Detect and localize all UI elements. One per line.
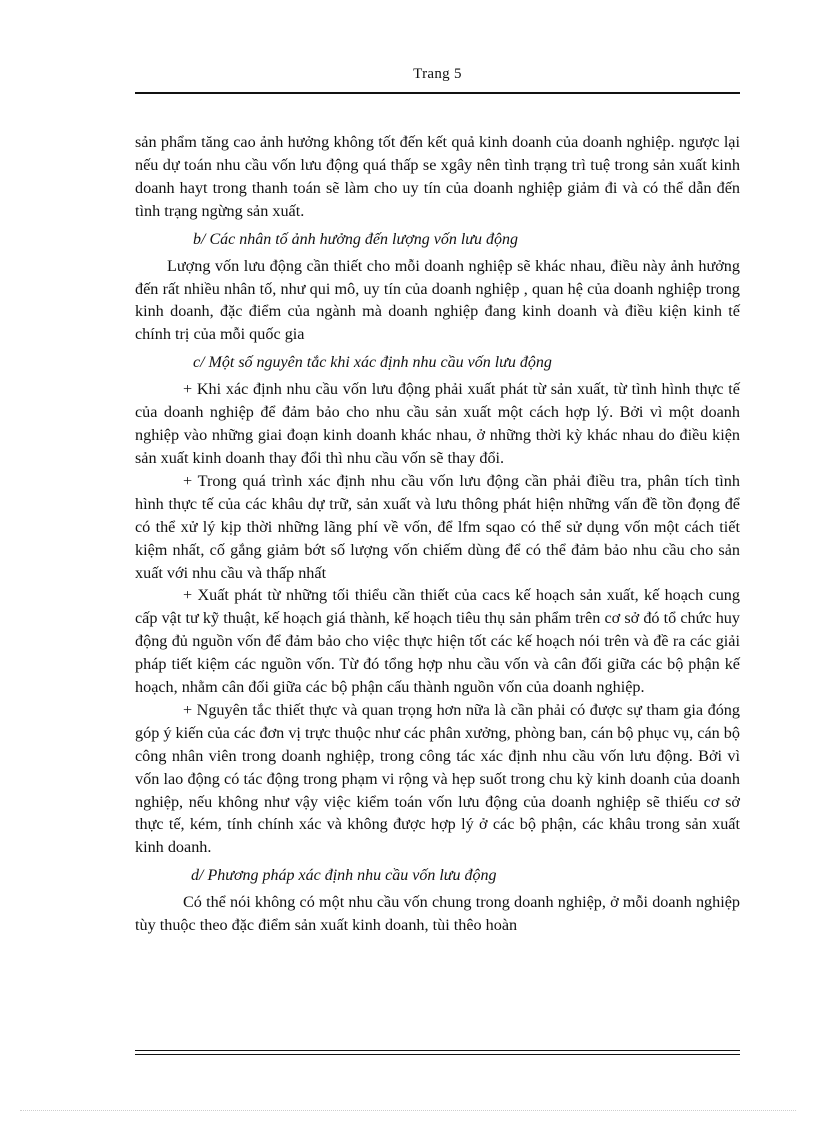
paragraph-3: + Khi xác định nhu cầu vốn lưu động phải xuất phát từ sản xuất, từ tình hình thực tế của doanh nghiệp để đảm bảo cho nhu cầu sản xuất một cách hợp lý. Bởi vì một doanh nghiệp vào những giai đoạn kinh doanh khác nhau, ở những thời kỳ khác nhau do điều kiện sản xuất kinh doanh thay đổi thì nhu cầu vốn sẽ thay đổi. [135, 380, 740, 467]
section-heading-d: d/ Phương pháp xác định nhu cầu vốn lưu động [191, 867, 497, 885]
paragraph-5: + Xuất phát từ những tối thiểu cần thiết của cacs kế hoạch sản xuất, kế hoạch cung cấp vật tư kỹ thuật, kế hoạch giá thành, kế hoạch tiêu thụ sản phẩm trên cơ sở đó tổ chức huy động đủ nguồn vốn để đảm bảo cho việc thực hiện tốt các kế hoạch nói trên và đề ra các giải pháp tiết kiệm các nguồn vốn. Từ đó tổng hợp nhu cầu vốn và cân đối giữa các bộ phận kế hoạch, nhằm cân đối giữa các bộ phận cấu thành nguồn vốn của doanh nghiệp. [135, 586, 740, 697]
document-body [135, 131, 740, 937]
header-rule [135, 92, 740, 94]
footer-rule-top [135, 1050, 740, 1051]
section-heading-b: b/ Các nhân tố ảnh hưởng đến lượng vốn lưu động [193, 230, 519, 248]
paragraph-2: Lượng vốn lưu động cần thiết cho mỗi doanh nghiệp sẽ khác nhau, điều này ảnh hưởng đến rất nhiều nhân tố, như qui mô, uy tín của doanh nghiệp , quan hệ của doanh nghiệp trong kinh doanh, đặc điểm của ngành mà doanh nghiệp đang kinh doanh và điều kiện kinh tế chính trị của mỗi quốc gia [135, 256, 740, 344]
paragraph-4: + Trong quá trình xác định nhu cầu vốn lưu động cần phải điều tra, phân tích tình hình thực tế của các khâu dự trữ, sản xuất và lưu thông phát hiện những vấn đề tồn đọng để có thể xử lý kịp thời những lãng phí về vốn, để lfm sqao có thể sử dụng vốn một cách tiết kiệm nhất, cố gắng giảm bớt số lượng vốn chiếm dùng để có thể đảm bảo nhu cầu cho sản xuất với nhu cầu và thấp nhất [135, 471, 740, 582]
paragraph-7: Có thể nói không có một nhu cầu vốn chung trong doanh nghiệp, ở mỗi doanh nghiệp tùy thuộc theo đặc điểm sản xuất kinh doanh, tùi thêo hoàn [135, 893, 740, 935]
paragraph-1: sản phẩm tăng cao ảnh hưởng không tốt đến kết quả kinh doanh của doanh nghiệp. ngược lại nếu dự toán nhu cầu vốn lưu động quá thấp se xgây nên tình trạng trì tuệ trong sản xuất kinh doanh hayt trong thanh toán sẽ làm cho uy tín của doanh nghiệp giảm đi và có thể dẫn đến tình trạng ngừng sản xuất. [135, 133, 740, 220]
footer-rule-bottom [135, 1054, 740, 1055]
page-edge-dotted-line [20, 1110, 796, 1111]
page-header: Trang 5 [413, 66, 462, 82]
paragraph-6: + Nguyên tắc thiết thực và quan trọng hơn nữa là cần phải có được sự tham gia đóng góp ý kiến của các đơn vị trực thuộc như các phân xưởng, phòng ban, cán bộ phục vụ, cán bộ công nhân viên trong doanh nghiệp, trong công tác xác định nhu cầu vốn lưu động. Bởi vì vốn lao động có tác động trong phạm vi rộng và hẹp suốt trong chu kỳ kinh doanh của doanh nghiệp, nếu không như vậy việc kiểm toán vốn lưu động của doanh nghiệp sẽ thiếu cơ sở thực tế, kém, tính chính xác và không được hợp lý ở các bộ phận, các khâu trong sản xuất kinh doanh. [135, 700, 740, 857]
section-heading-c: c/ Một số nguyên tắc khi xác định nhu cầu vốn lưu động [193, 354, 552, 372]
